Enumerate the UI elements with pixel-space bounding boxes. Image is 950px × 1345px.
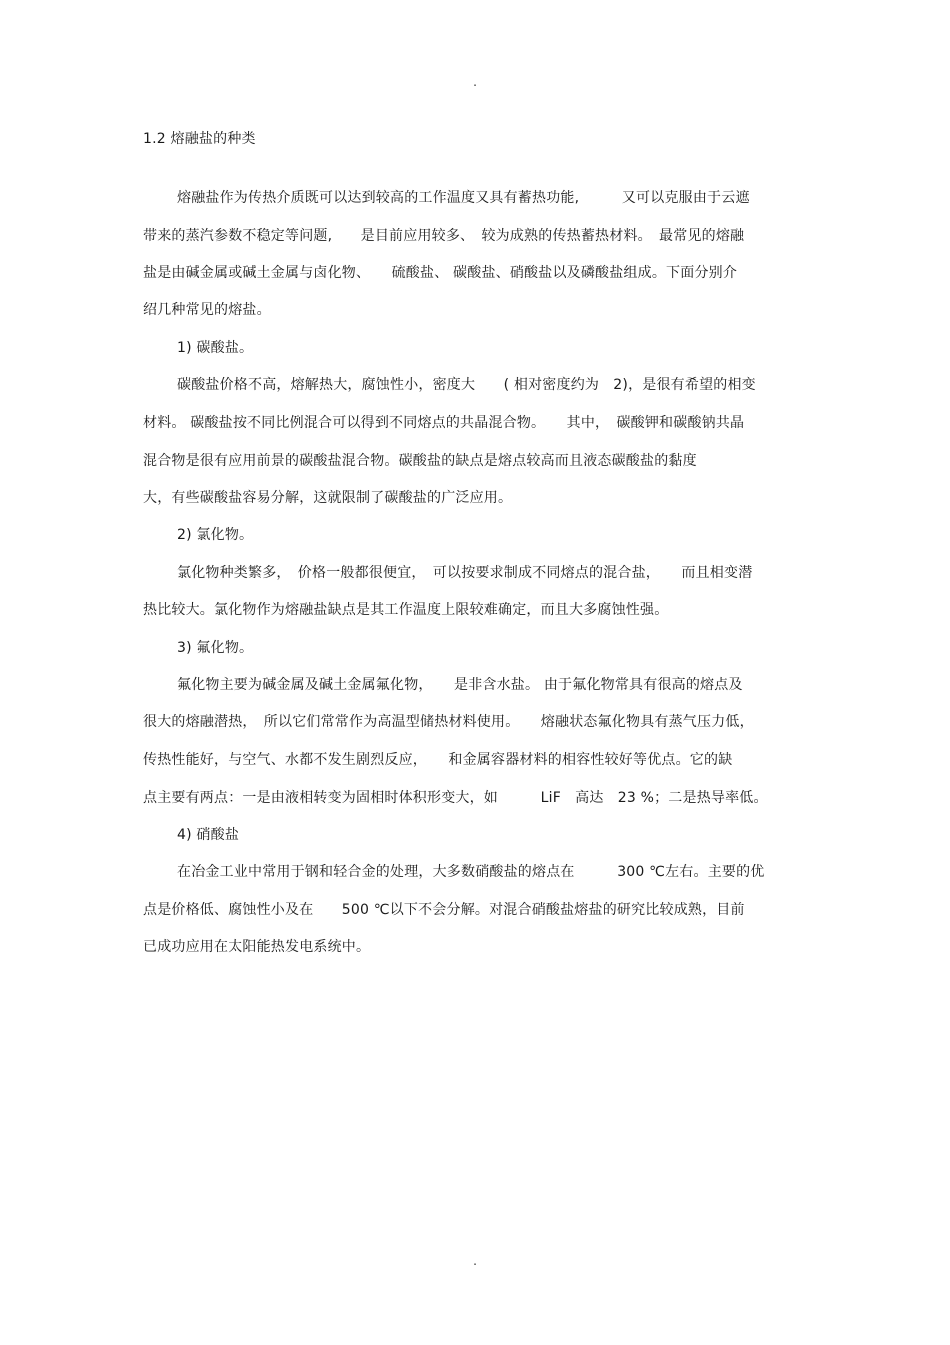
subheading-carbonate: 1) 碳酸盐。 xyxy=(177,340,254,356)
paragraph-line: 在冶金工业中常用于钢和轻合金的处理，大多数硝酸盐的熔点在 300 ℃左右。主要的优 xyxy=(177,864,765,880)
paragraph-line: 点主要有两点：一是由液相转变为固相时体积形变大，如 LiF 高达 23 %；二是热导率低。 xyxy=(143,790,768,806)
page-header-mark: . xyxy=(473,75,477,89)
paragraph-line: 混合物是很有应用前景的碳酸盐混合物。碳酸盐的缺点是熔点较高而且液态碳酸盐的黏度 xyxy=(143,453,697,469)
paragraph-line: 绍几种常见的熔盐。 xyxy=(143,302,271,318)
paragraph-line: 带来的蒸汽参数不稳定等问题, 是目前应用较多、 较为成熟的传热蓄热材料。 最常见的熔融 xyxy=(143,228,745,244)
paragraph-line: 碳酸盐价格不高，熔解热大，腐蚀性小，密度大 ( 相对密度约为 2)，是很有希望的相变 xyxy=(177,377,756,393)
paragraph-line: 很大的熔融潜热， 所以它们常常作为高温型储热材料使用。 熔融状态氟化物具有蒸气压力低， xyxy=(143,714,754,730)
subheading-fluoride: 3) 氟化物。 xyxy=(177,640,254,656)
paragraph-line: 盐是由碱金属或碱土金属与卤化物、 硫酸盐、 碳酸盐、硝酸盐以及磷酸盐组成。下面分别介 xyxy=(143,265,738,281)
subheading-nitrate: 4) 硝酸盐 xyxy=(177,827,240,843)
paragraph-line: 点是价格低、腐蚀性小及在 500 ℃以下不会分解。对混合硝酸盐熔盐的研究比较成熟，目前 xyxy=(143,902,745,918)
paragraph-line: 氟化物主要为碱金属及碱土金属氟化物， 是非含水盐。 由于氟化物常具有很高的熔点及 xyxy=(177,677,743,693)
section-title: 1.2 熔融盐的种类 xyxy=(143,131,256,147)
page-footer-mark: . xyxy=(473,1254,477,1268)
paragraph-line: 热比较大。氯化物作为熔融盐缺点是其工作温度上限较难确定，而且大多腐蚀性强。 xyxy=(143,602,669,618)
subheading-chloride: 2) 氯化物。 xyxy=(177,527,254,543)
paragraph-line: 熔融盐作为传热介质既可以达到较高的工作温度又具有蓄热功能, 又可以克服由于云遮 xyxy=(177,190,750,206)
paragraph-line: 大，有些碳酸盐容易分解，这就限制了碳酸盐的广泛应用。 xyxy=(143,490,513,506)
paragraph-line: 氯化物种类繁多， 价格一般都很便宜， 可以按要求制成不同熔点的混合盐， 而且相变潜 xyxy=(177,565,753,581)
paragraph-line: 材料。 碳酸盐按不同比例混合可以得到不同熔点的共晶混合物。 其中， 碳酸钾和碳酸钠共晶 xyxy=(143,415,745,431)
paragraph-line: 传热性能好，与空气、水都不发生剧烈反应， 和金属容器材料的相容性较好等优点。它的缺 xyxy=(143,752,733,768)
paragraph-line: 已成功应用在太阳能热发电系统中。 xyxy=(143,939,371,955)
